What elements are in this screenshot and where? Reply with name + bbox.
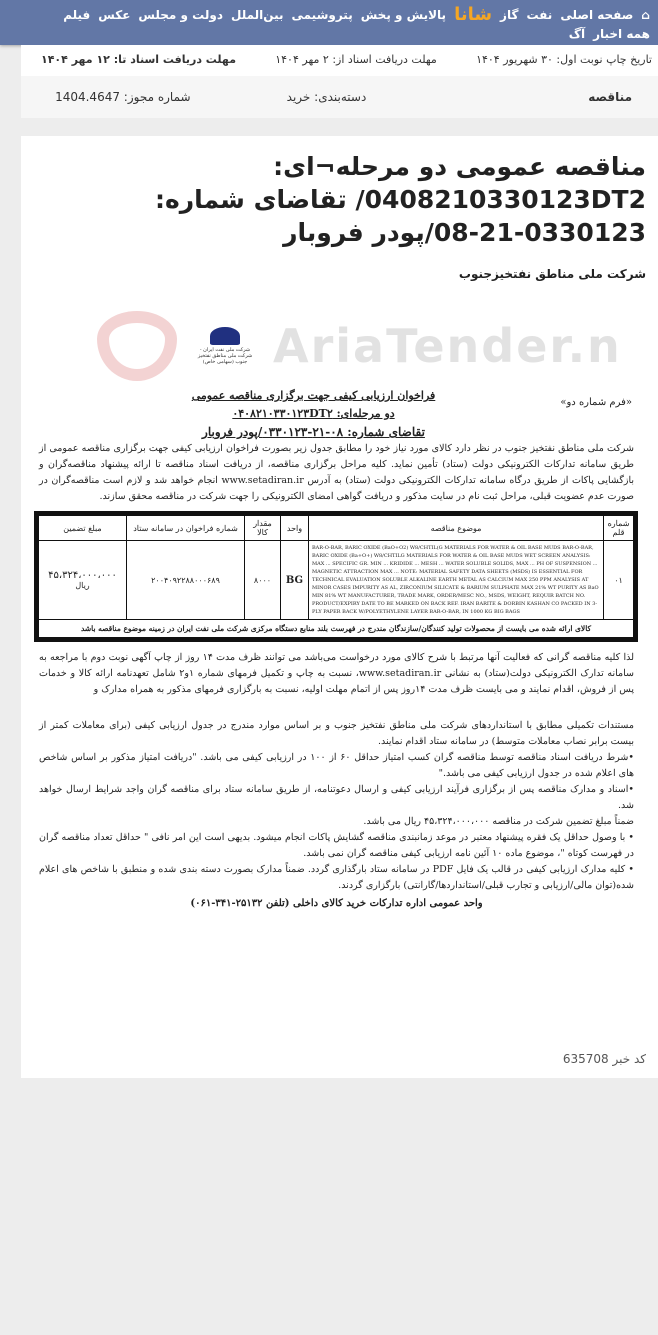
receive-from: مهلت دریافت اسناد از: ۲ مهر ۱۴۰۴ xyxy=(275,53,437,66)
nav-item[interactable]: عکس xyxy=(98,7,131,22)
form-label: «فرم شماره دو» xyxy=(560,397,632,408)
col-header: مبلغ تضمین xyxy=(39,516,127,541)
paragraph: ضمناً مبلغ تضمین شرکت در مناقصه ۴۵،۳۲۴،۰۰۰،۰۰۰ ریال می باشد. xyxy=(363,816,634,827)
nav-item[interactable]: گاز xyxy=(500,7,519,22)
receive-to: مهلت دریافت اسناد تا: ۱۲ مهر ۱۴۰۴ xyxy=(41,53,236,66)
tender-type: مناقصه xyxy=(588,90,632,104)
col-header: مقدار کالا xyxy=(245,516,281,541)
nav-item[interactable]: نفت xyxy=(526,7,553,22)
nav-item[interactable]: دولت و مجلس xyxy=(138,7,223,22)
item-unit: BG xyxy=(281,541,309,620)
license-number: شماره مجوز: 1404.4647 xyxy=(55,90,191,104)
doc-heading-3: تقاضای شماره: ۰۸-۲۱-۰۳۳۰۱۲۳/پودر فروبار xyxy=(202,425,425,439)
tender-document-image xyxy=(31,311,646,912)
page-title: مناقصه عمومی دو مرحله¬ای: 0408210330123DT2/ تقاضای شماره: 0330123-21-08/پودر فروبار xyxy=(155,152,646,247)
item-number: ۰۱ xyxy=(604,541,634,620)
home-icon[interactable]: ⌂ xyxy=(641,7,650,22)
col-header: موضوع مناقصه xyxy=(309,516,604,541)
company-name: شرکت ملی مناطق نفتخیزجنوب xyxy=(458,267,646,281)
doc-heading-2: دو مرحله‌ای: ۰۴۰۸۲۱۰۳۳۰۱۲۳DT۲ xyxy=(232,407,395,420)
nav-item[interactable]: بین‌الملل xyxy=(231,7,284,22)
tender-content xyxy=(21,136,658,1078)
print-date: تاریخ چاپ نوبت اول: ۳۰ شهریور ۱۴۰۴ xyxy=(476,53,652,66)
table-row xyxy=(39,541,634,620)
intro-paragraph: شرکت ملی مناطق نفتخیز جنوب در نظر دارد کالای مورد نیاز خود را مطابق جدول زیر بصورت فراخوان ارزیابی کیفی جهت برگزاری مناقصه عمومی از طریق سامانه تدارکات الکترونیکی دولت (ستاد) تأمین نماید. کلیه مراحل برگزاری مناقصه، از دریافت اسناد مناقصه تا ارائه پیشنهاد مناقصه‌گران و بازگشایی پاکات از طریق درگاه سامانه تدارکات الکترونیکی دولت (ستاد) به آدرس www.setadiran.ir انجام خواهد شد و لازم است مناقصه‌گران در صورت عدم عضویت قبلی، مراحل ثبت نام در سایت مذکور و دریافت گواهی امضای الکترونیکی را جهت شرکت در مناقصه محقق سازند. xyxy=(39,443,634,502)
site-logo[interactable]: شانا xyxy=(454,4,493,25)
paragraph: •اسناد و مدارک مناقصه پس از برگزاری فرآیند ارزیابی کیفی و ارسال دعوتنامه، از طریق سامانه ستاد برای مناقصه گران واجد شرایط ارسال خواهد شد. xyxy=(39,784,634,811)
tender-table xyxy=(34,511,638,642)
col-header: شماره فراخوان در سامانه ستاد xyxy=(127,516,245,541)
paragraph: لذا کلیه مناقصه گرانی که فعالیت آنها مرتبط با شرح کالای مورد درخواست می‌باشد می توانند ظرف مدت ۱۴ روز از چاپ آگهی نوبت دوم با مراجعه به سامانه تدارک الکترونیکی دولت(ستاد) به نشانی www.setadiran.ir، نسبت به چاپ و تکمیل فرمهای شماره ۱و۲ شامل تعهدنامه ارائه کالا و خدمات پس از فروش، اقدام نمایند و می بایست ظرف مدت ۱۴روز پس از اتمام مهلت اولیه، نسبت به بارگزاری فرمهای مذکور به همراه مدارک و xyxy=(39,652,634,695)
paragraph: مستندات تکمیلی مطابق با استانداردهای شرکت ملی مناطق نفتخیز جنوب و بر اساس موارد مندرج در جدول ارزیابی کیفی (برای معاملات کمتر از بیست برابر نصاب معاملات متوسط) در سامانه ستاد اقدام نمایند. xyxy=(39,720,634,747)
tender-info xyxy=(21,45,658,118)
signature-line: واحد عمومی اداره تدارکات خرید کالای داخلی (تلفن ۲۵۱۳۲-۳۴۱-۰۶۱) xyxy=(190,898,483,909)
table-note: کالای ارائه شده می بایست از محصولات تولید کنندگان/سازندگان مندرج در فهرست بلند منابع دستگاه مرکزی شرکت ملی نفت ایران در زمینه موضوع مناقصه باشد xyxy=(39,620,634,638)
paragraph: •شرط دریافت اسناد مناقصه توسط مناقصه گران کسب امتیاز حداقل ۶۰ از ۱۰۰ در ارزیابی کیفی می باشد. "دریافت امتیاز مذکور بر اساس شاخص های اعلام شده در جدول ارزیابی کیفی می باشد." xyxy=(39,752,634,779)
category: دسته‌بندی: خرید xyxy=(286,90,367,104)
top-nav xyxy=(0,0,658,45)
watermark-icon xyxy=(97,311,177,381)
guarantee-amount: ۴۵،۳۲۴،۰۰۰،۰۰۰ ریال xyxy=(39,541,127,620)
nioc-emblem: شرکت ملی نفت ایران - شرکت ملی مناطق نفتخیز جنوب (سهامی خاص) xyxy=(193,327,257,365)
call-number: ۲۰۰۴۰۹۲۲۸۸۰۰۰۶۸۹ xyxy=(127,541,245,620)
paragraph: • کلیه مدارک ارزیابی کیفی در قالب یک فایل PDF در سامانه ستاد بارگذاری گردد. ضمناً مدارک بصورت دسته بندی شده و منطبق با شاخص های اعلام شده(توان مالی/ارزیابی و تجارب قبلی/استانداردها/گارانتی) بارگزاری گردند. xyxy=(39,864,634,891)
doc-heading-1: فراخوان ارزیابی کیفی جهت برگزاری مناقصه عمومی xyxy=(191,389,436,402)
news-code: کد خبر 635708 xyxy=(562,1052,646,1066)
item-subject: BAR-O-BAR, BARIC OXIDE (BaO+O2) W8/CHTIL(G MATERIALS FOR WATER & OIL BASE MUDS BAR-O-BAR, BARIC OXIDE (Ba+O+) W8/CHTILG MATERIALS FOR WATER & OIL BASE MUDS WET SCREEN ANALYSIS: MAX ... SPECIFIC GR. MIN ... KRIDIDE ... MESH ... WATER SOLUBLE SOLIDS, MAX ... PH OF SUSPENSION ... MAGNETIC ATTRACTION MAX ... NOTE: MATERIAL SAFETY DATA SHEETS (MSDS) IS ESSENTIAL FOR TECHNICAL EVALUATION SOLUBLE ALKALINE EARTH METAL AS CALCIUM MAX 250 PPM ANALYSIS AT MINOR CASES IMPURITY AS AL, ZIRCONIUM SILICATE & BARIUM SULPHATE MAX 21% WT PURITY AS BaO MIN 81% WT MANUFACTURER, TRADE MARK, ORDER/MESC NO., MSDS, WEIGHT, REQUIR BATCH NO. PRODUCT/EXPIRY DATE TO BE MARKED ON BACK REF. IRAN BARITE & DORBIN KASHAN CO PACKED IN 3-PLY PAPER BACK W/POLYETHYLENE LAYER BAR-O-BAR, IN 1000 KG BIG BAGS xyxy=(309,541,604,620)
col-header: شماره قلم xyxy=(604,516,634,541)
nav-item[interactable]: صفحه اصلی xyxy=(560,7,634,22)
nav-item[interactable]: فیلم xyxy=(63,7,91,22)
col-header: واحد xyxy=(281,516,309,541)
paragraph: • با وصول حداقل یک فقره پیشنهاد معتبر در موعد زمانبندی مناقصه گشایش پاکات انجام میشود. بدیهی است این امر نافی " حداقل تعداد مناقصه گران در فهرست کوتاه "، موضوع ماده ۱۰ آئین نامه ارزیابی کیفی مناقصه گران نمی باشد. xyxy=(39,832,634,859)
nav-item[interactable]: همه اخبار xyxy=(593,27,650,41)
item-quantity: ۸۰۰۰ xyxy=(245,541,281,620)
nav-item[interactable]: پتروشیمی xyxy=(291,7,353,22)
nav-item[interactable]: آگ xyxy=(568,27,586,41)
nav-item[interactable]: پالایش و پخش xyxy=(360,7,447,22)
watermark: AriaTender.n xyxy=(273,319,622,373)
